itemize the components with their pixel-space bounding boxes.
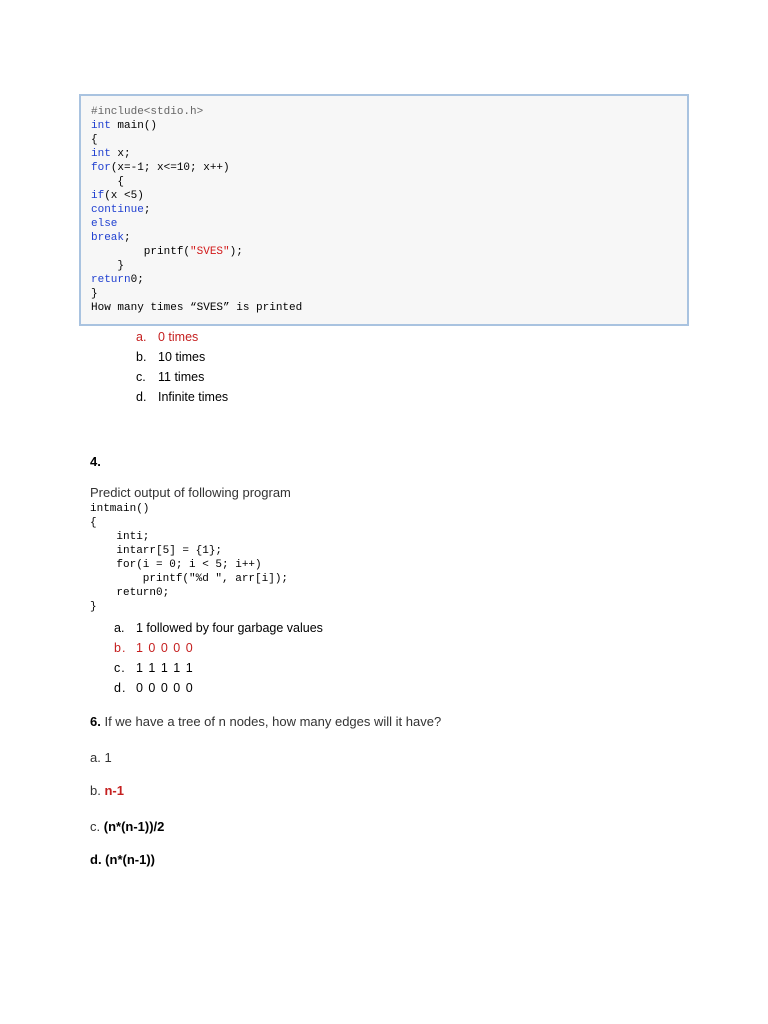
option-text: 10 times	[158, 350, 206, 364]
option-text: 0 times	[158, 330, 199, 344]
option-label: c.	[90, 819, 101, 834]
q4-number: 4.	[90, 454, 101, 469]
code-line: }	[90, 601, 97, 613]
code-line: return0;	[90, 587, 170, 599]
code-string: "SVES"	[190, 246, 230, 258]
q3-option-a	[136, 329, 198, 345]
code-text: 0;	[130, 274, 144, 286]
code-line: for(i = 0; i < 5; i++)	[90, 559, 262, 571]
q4-option-a	[114, 620, 323, 636]
q4-option-c	[114, 660, 194, 676]
q6-option-c	[90, 819, 164, 834]
code-text: {	[91, 176, 125, 188]
code-line: inti;	[90, 531, 150, 543]
q6-option-b	[90, 783, 124, 798]
option-label: b.	[114, 641, 127, 655]
code-text: (x <5)	[104, 190, 144, 202]
code-keyword: for	[91, 162, 111, 174]
q3-question: How many times “SVES” is printed	[91, 302, 303, 314]
q4-prompt: Predict output of following program	[90, 485, 291, 500]
option-label: a.	[114, 621, 125, 635]
option-text: 1	[100, 750, 112, 765]
option-text: Infinite times	[158, 390, 229, 404]
option-text: 11 times	[158, 370, 205, 384]
q3-option-c	[136, 369, 204, 385]
q6-number: 6.	[90, 714, 101, 729]
option-label: c.	[136, 370, 146, 384]
code-block-q4	[90, 502, 288, 614]
option-text: 0 0 0 0 0	[136, 681, 194, 695]
code-text: (x=-1; x<=10; x++)	[110, 162, 230, 174]
code-text: ;	[124, 232, 131, 244]
option-label: d.	[136, 390, 147, 404]
q3-option-b	[136, 349, 205, 365]
code-text: x;	[110, 148, 131, 160]
option-label: d.	[114, 681, 127, 695]
option-label: d.	[90, 852, 102, 867]
code-keyword: break	[91, 232, 125, 244]
q4-option-d	[114, 680, 194, 696]
code-block-q3	[91, 105, 302, 315]
option-text: (n*(n-1))	[101, 852, 155, 867]
code-keyword: continue	[91, 204, 144, 216]
code-line: {	[90, 517, 97, 529]
option-text: 1 1 1 1 1	[136, 661, 194, 675]
code-line: printf("%d ", arr[i]);	[90, 573, 289, 585]
q4-option-b	[114, 640, 194, 656]
code-text: ;	[143, 204, 151, 216]
code-text: main()	[110, 120, 158, 132]
code-text: }	[91, 260, 125, 272]
code-keyword: int	[91, 148, 111, 160]
option-label: a.	[90, 750, 101, 765]
code-keyword: int	[91, 120, 111, 132]
q6-question	[90, 714, 441, 729]
q6-option-a	[90, 750, 112, 765]
code-text: );	[229, 246, 243, 258]
option-text: 1 followed by four garbage values	[136, 621, 323, 635]
code-keyword: else	[91, 218, 118, 230]
option-text: 1 0 0 0 0	[136, 641, 194, 655]
q3-option-d	[136, 389, 228, 405]
code-text: {	[91, 134, 98, 146]
option-label: b.	[90, 783, 101, 798]
option-label: a.	[136, 330, 147, 344]
option-label: c.	[114, 661, 126, 675]
q6-text: If we have a tree of n nodes, how many edges will it have?	[100, 714, 442, 729]
code-box	[79, 94, 689, 326]
code-keyword: if	[91, 190, 105, 202]
option-text: (n*(n-1))/2	[100, 819, 165, 834]
code-include: #include<stdio.h>	[91, 106, 204, 118]
option-text: n-1	[100, 783, 124, 798]
code-keyword: return	[91, 274, 131, 286]
code-text: printf(	[91, 246, 191, 258]
q6-option-d	[90, 852, 155, 867]
option-label: b.	[136, 350, 147, 364]
code-line: intarr[5] = {1};	[90, 545, 223, 557]
code-text: }	[91, 288, 98, 300]
code-line: intmain()	[90, 503, 150, 515]
